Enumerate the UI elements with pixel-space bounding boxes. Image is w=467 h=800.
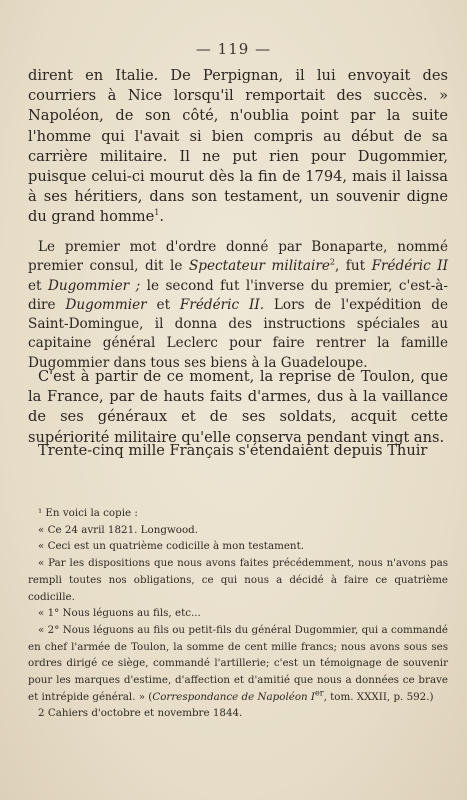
password-word-4: Frédéric II. — [179, 296, 265, 313]
footnote-1-line-4: « 1° Nous léguons au fils, etc... — [38, 607, 201, 620]
page-number-header: — 119 — — [195, 40, 272, 58]
paragraph-1 — [28, 66, 448, 228]
footnote-1-intro: ¹ En voici la copie : — [38, 507, 138, 519]
footnote-1-line-1: « Ce 24 avril 1821. Longwood. — [38, 523, 199, 536]
footnote-1-line-2: « Ceci est un quatrième codicille à mon testament. — [38, 540, 304, 553]
footnotes — [28, 505, 448, 722]
footnote-1-line-5 — [28, 622, 448, 706]
footnote-1-line-5-end: , tom. XXXII, p. 592.) — [323, 690, 434, 703]
paragraph-2-part-e: et — [146, 296, 180, 313]
password-word-1: Frédéric II — [371, 258, 448, 275]
paragraph-2-part-b: , fut — [334, 258, 372, 275]
footnote-2: 2 Cahiers d'octobre et novembre 1844. — [38, 707, 243, 720]
paragraph-2-part-c: et — [28, 277, 48, 294]
footnote-ref-2: 2 — [329, 257, 335, 267]
paragraph-2 — [28, 238, 448, 373]
footnote-1-source-sup: er — [315, 688, 324, 698]
password-word-3: Dugommier — [65, 296, 147, 313]
footnote-1-source: Correspondance de Napoléon I — [152, 690, 316, 703]
footnote-ref-1: 1 — [154, 208, 160, 218]
paragraph-1-text: dirent en Italie. De Perpignan, il lui envoyait des courriers à Nice lorsqu'il remportait des succès. » Napoléon, de son côté, n'oublia point par la suite l'homme qui l'avait si bien compris au début de sa carrière militaire. Il ne put rien pour Dugommier, puisque celui-ci mourut dès la fin de 1794, mais il laissa à ses héritiers, dans son testament, un souvenir digne du grand homme — [28, 67, 448, 226]
paragraph-2-part-a: Le premier mot d'ordre donné par Bonaparte, nommé premier consul, dit le — [28, 239, 448, 275]
source-title: Spectateur militaire — [188, 258, 330, 275]
paragraph-4: Trente-cinq mille Français s'étendaient depuis Thuir — [38, 442, 428, 459]
paragraph-2-part-d: le second fut l'inverse du premier, c'est-à-dire — [28, 277, 448, 313]
paragraph-2-part-f: Lors de l'expédition de Saint-Domingue, il donna des instructions spéciales au capitaine général Leclerc pour faire rentrer la famille Dugommier dans tous ses biens à la Guadeloupe. — [28, 296, 448, 371]
footnote-1-line-3: « Par les dispositions que nous avons faites précédemment, nous n'avons pas rempli toutes nos obligations, ce qui nous a décidé à faire ce quatrième codicille. — [28, 557, 448, 603]
password-word-2: Dugommier ; — [47, 277, 141, 294]
paragraph-1-end: . — [159, 208, 165, 226]
paragraph-3: C'est à partir de ce moment, la reprise de Toulon, que la France, par de hauts faits d'armes, dus à la vaillance de ses généraux et de ses soldats, acquit cette supériorité militaire qu'elle conserva pendant vingt ans. — [28, 368, 448, 446]
footnote-1-line-5-text: « 2° Nous léguons au fils ou petit-fils du général Dugommier, qui a commandé en chef l'armée de Toulon, la somme de cent mille francs; nous avons sous ses ordres dirigé ce siège, commandé l'artillerie; c'est un témoignage de souvenir pour les marques d'estime, d'affection et d'amitié que nous a données ce brave et intrépide général. » ( — [28, 623, 448, 703]
